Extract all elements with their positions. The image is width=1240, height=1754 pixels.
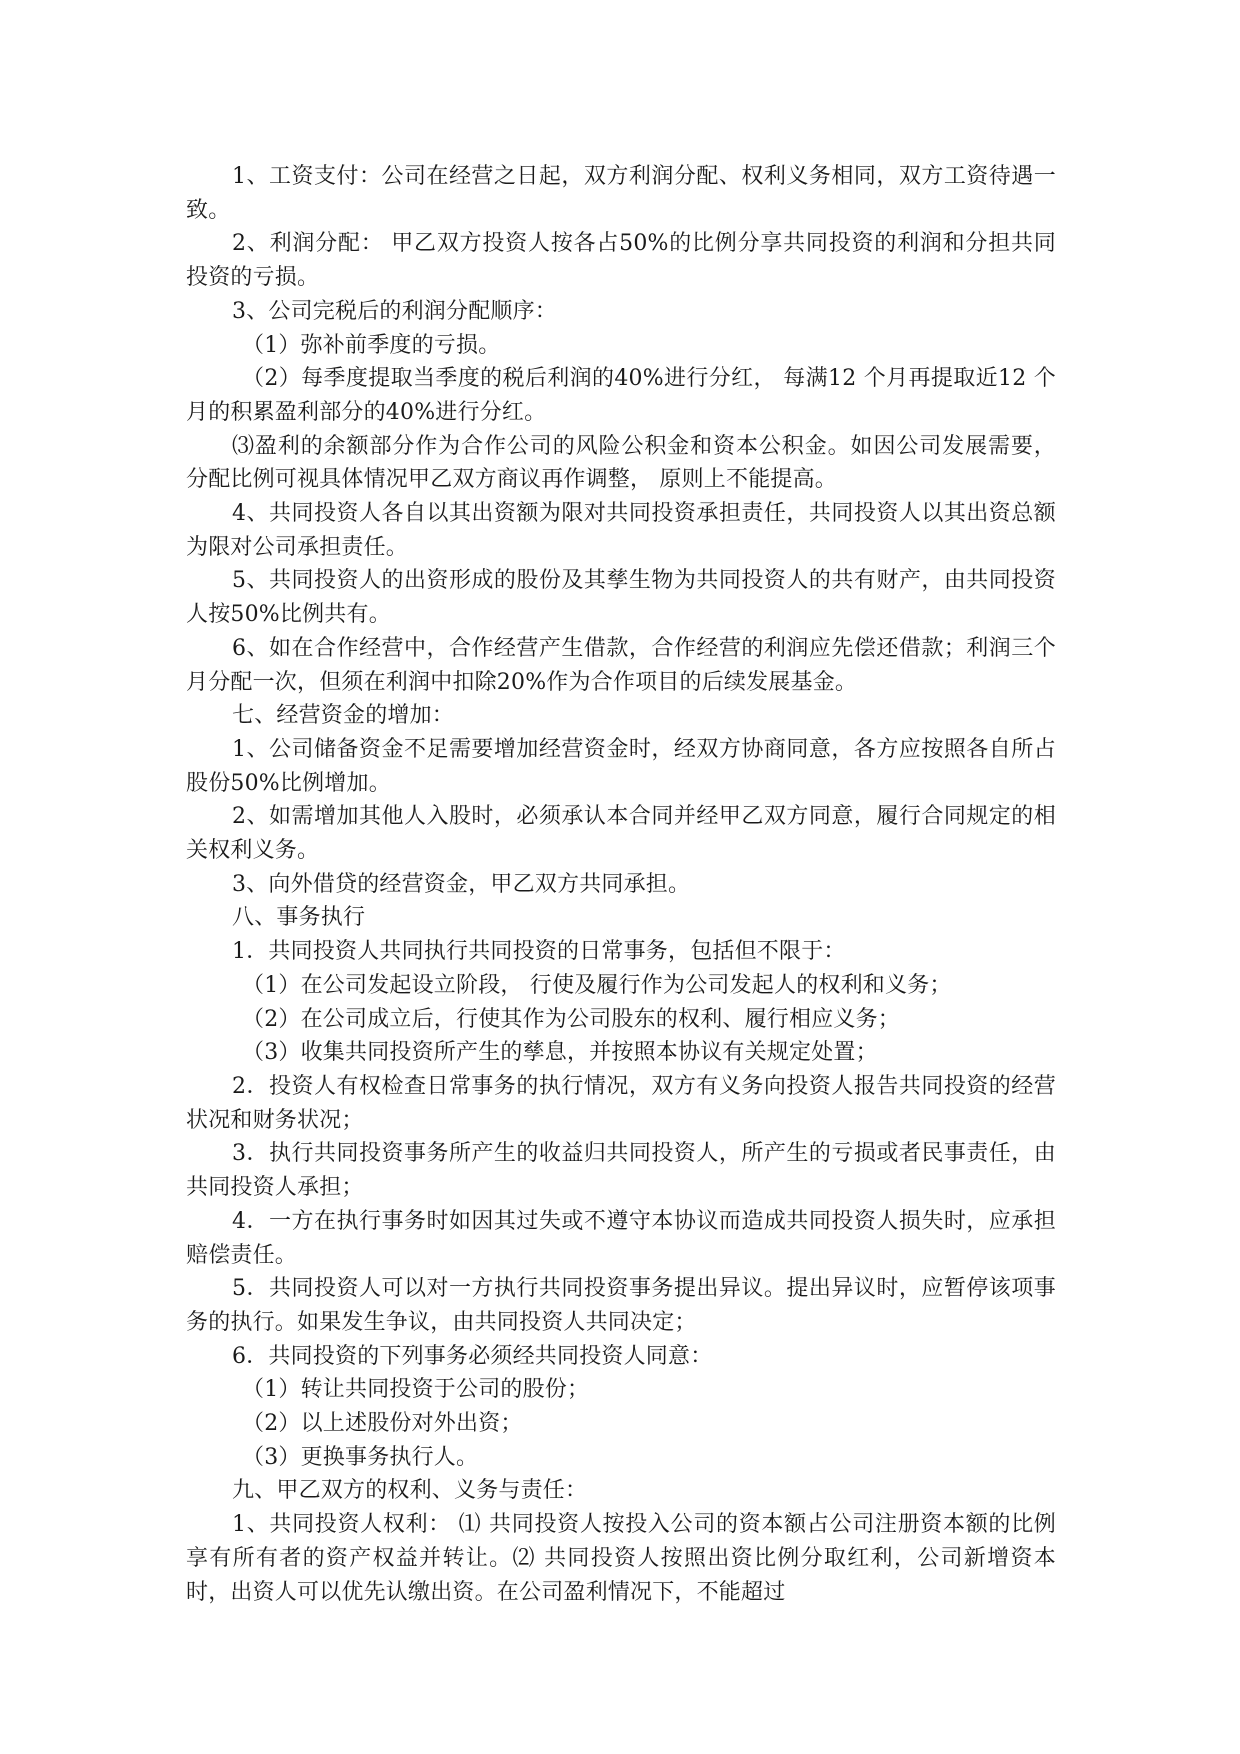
paragraph-affairs-6-1: （1）转让共同投资于公司的股份； — [242, 1377, 590, 1403]
paragraph-affairs-6-2: （2）以上述股份对外出资； — [242, 1411, 523, 1437]
paragraph-order-1: （1）弥补前季度的亏损。 — [242, 332, 501, 358]
paragraph-liability: 4、共同投资人各自以其出资额为限对共同投资承担责任，共同投资人以其出资总额为限对公司承担责任。 — [186, 501, 1056, 560]
paragraph-shared-property: 5、共同投资人的出资形成的股份及其孳生物为共同投资人的共有财产，由共同投资人按50%比例共有。 — [186, 568, 1056, 628]
paragraph-affairs-1-1: （1）在公司发起设立阶段， 行使及履行作为公司发起人的权利和义务； — [242, 972, 952, 998]
section-heading-rights-duties: 九、甲乙双方的权利、义务与责任： — [232, 1478, 588, 1504]
paragraph-distribution-order: 3、公司完税后的利润分配顺序： — [232, 298, 557, 324]
paragraph-loans: 6、如在合作经营中，合作经营产生借款，合作经营的利润应先偿还借款；利润三个月分配一次，但须在利润中扣除20%作为合作项目的后续发展基金。 — [186, 635, 1056, 695]
document-body — [186, 160, 1056, 1609]
paragraph-affairs-6: 6．共同投资的下列事务必须经共同投资人同意： — [232, 1343, 713, 1369]
paragraph-profit-distribution: 2、利润分配： 甲乙双方投资人按各占50%的比例分享共同投资的利润和分担共同投资的亏损。 — [186, 231, 1056, 291]
paragraph-affairs-1-2: （2）在公司成立后，行使其作为公司股东的权利、履行相应义务； — [242, 1006, 900, 1032]
paragraph-order-2: （2）每季度提取当季度的税后利润的40%进行分红， 每满12 个月再提取近12 个月的积累盈利部分的40%进行分红。 — [186, 366, 1056, 425]
paragraph-capital-3: 3、向外借贷的经营资金，甲乙双方共同承担。 — [232, 871, 691, 897]
paragraph-order-3: ⑶盈利的余额部分作为合作公司的风险公积金和资本公积金。如因公司发展需要， 分配比例可视具体情况甲乙双方商议再作调整， 原则上不能提高。 — [186, 433, 1056, 493]
paragraph-capital-2: 2、如需增加其他人入股时，必须承认本合同并经甲乙双方同意，履行合同规定的相关权利义务。 — [186, 804, 1056, 864]
section-heading-affairs: 八、事务执行 — [232, 905, 366, 931]
paragraph-affairs-5: 5．共同投资人可以对一方执行共同投资事务提出异议。提出异议时，应暂停该项事务的执行。如果发生争议，由共同投资人共同决定； — [186, 1276, 1056, 1335]
section-heading-capital-increase: 七、经营资金的增加： — [232, 703, 455, 729]
paragraph-affairs-1: 1．共同投资人共同执行共同投资的日常事务，包括但不限于： — [232, 939, 846, 965]
paragraph-affairs-4: 4．一方在执行事务时如因其过失或不遵守本协议而造成共同投资人损失时，应承担赔偿责任。 — [186, 1208, 1056, 1268]
paragraph-capital-1: 1、公司储备资金不足需要增加经营资金时，经双方协商同意，各方应按照各自所占股份50%比例增加。 — [186, 736, 1056, 796]
paragraph-affairs-6-3: （3）更换事务执行人。 — [242, 1444, 479, 1470]
paragraph-affairs-1-3: （3）收集共同投资所产生的孳息，并按照本协议有关规定处置； — [242, 1040, 878, 1066]
paragraph-salary: 1、工资支付：公司在经营之日起，双方利润分配、权利义务相同，双方工资待遇一致。 — [186, 164, 1056, 223]
paragraph-affairs-3: 3．执行共同投资事务所产生的收益归共同投资人，所产生的亏损或者民事责任，由共同投资人承担； — [186, 1141, 1056, 1201]
paragraph-affairs-2: 2．投资人有权检查日常事务的执行情况，双方有义务向投资人报告共同投资的经营状况和财务状况； — [186, 1073, 1056, 1133]
paragraph-investor-rights: 1、共同投资人权利： ⑴ 共同投资人按投入公司的资本额占公司注册资本额的比例享有所有者的资产权益并转让。⑵ 共同投资人按照出资比例分取红利，公司新增资本时，出资人可以优先认缴出资。在公司盈利情况下，不能超过 — [186, 1512, 1056, 1605]
